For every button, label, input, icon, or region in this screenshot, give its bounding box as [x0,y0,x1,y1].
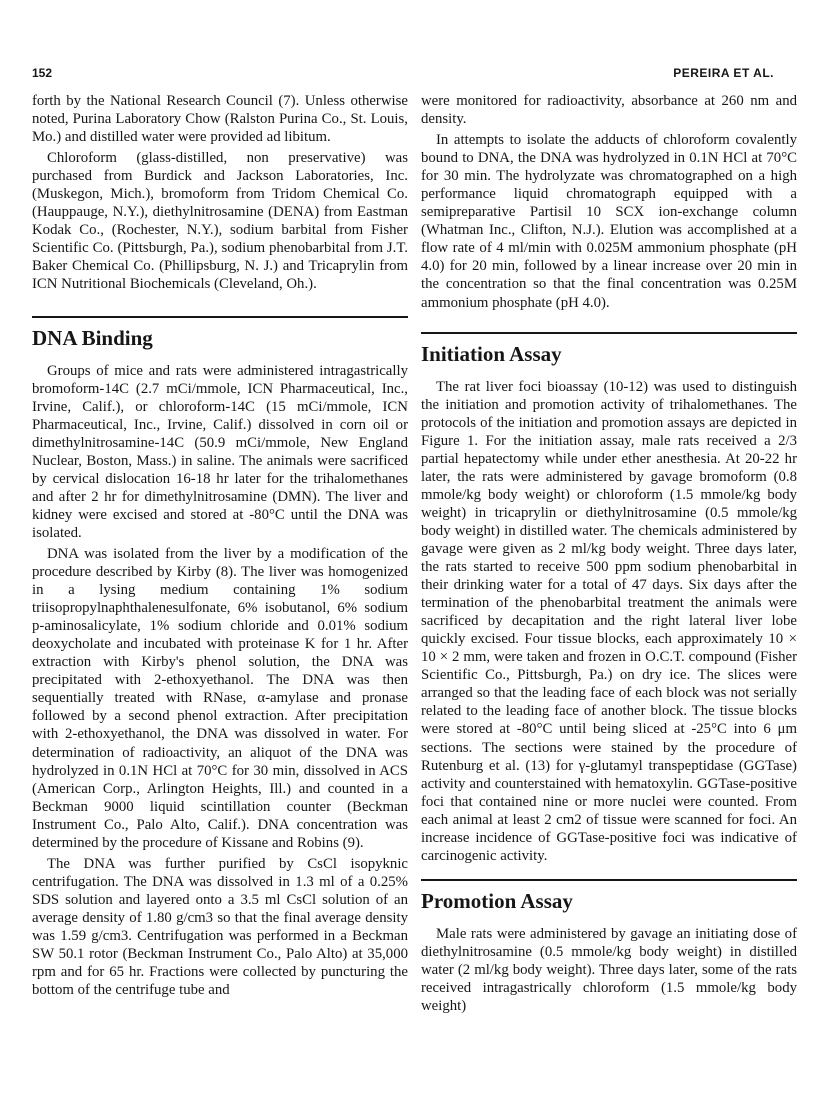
paragraph-adducts: In attempts to isolate the adducts of chloroform covalently bound to DNA, the DNA was hydrolyzed in 0.1N HCl at 70°C for 30 min. The hydrolyzate was chromatographed on a high performance liquid chromatograph equipped with a semipreparative Partisil 10 SCX ion-exchange column (Whatman Inc., Clifton, N.J.). Elution was accomplished at a flow rate of 4 ml/min with 0.025M ammonium phosphate (pH 4.0) for 20 min, followed by a linear increase over 20 min in the concentration so that the final concentration was 0.25M ammonium phosphate (pH 4.0). [421,132,797,311]
paragraph-dna-3: The DNA was further purified by CsCl isopyknic centrifugation. The DNA was dissolved in 1.3 ml of a 0.25% SDS solution and layered onto a 3.5 ml CsCl solution of an average density of 1.80 g/cm3 so that the final average density was 1.59 g/cm3. Centrifugation was performed in a Beckman SW 50.1 rotor (Beckman Instrument Co., Palo Alto) at 35,000 rpm and for 65 hr. Fractions were collected by puncturing the bottom of the centrifuge tube and [32,855,408,999]
heading-initiation-assay: Initiation Assay [421,341,562,366]
paragraph-promotion: Male rats were administered by gavage an initiating dose of diethylnitrosamine (0.5 mmole/kg body weight) in distilled water (2 ml/kg body weight). Three days later, some of the rats received intragastrically chloroform (1.5 mmole/kg body weight) [421,925,797,1015]
page-number: 152 [32,66,53,80]
heading-dna-binding: DNA Binding [32,325,153,350]
paragraph-chemicals: Chloroform (glass-distilled, non preservative) was purchased from Burdick and Jackson Laboratories, Inc. (Muskegon, Mich.), bromoform from Tridom Chemical Co. (Hauppauge, N.Y.), diethylnitrosamine (DENA) from Eastman Kodak Co., (Rochester, N.Y.), sodium barbital from Fisher Scientific Co. (Pittsburgh, Pa.), sodium phenobarbital from J.T. Baker Chemical Co. (Phillipsburg, N. J.) and Tricaprylin from ICN Nutritional Biochemicals (Cleveland, Oh.). [32,150,408,293]
paragraph-initiation: The rat liver foci bioassay (10-12) was used to distinguish the initiation and promotion activity of trihalomethanes. The protocols of the initiation and promotion assays are depicted in Figure 1. For the initiation assay, male rats received a 2/3 partial hepatectomy while under ether anesthesia. At 20-22 hr later, the rats were administered by gavage bromoform (0.8 mmole/kg body weight) or chloroform (1.5 mmole/kg body weight) in tricaprylin or diethylnitrosamine (0.5 mmole/kg body weight) in distilled water. The chemicals administered by gavage were given as 2 ml/kg body weight. Three days later, the rats started to receive 500 ppm sodium phenobarbital in their drinking water for a total of 47 days. Six days after the termination of the phenobarbital treatment the animals were sacrificed by decapitation and the right lateral liver lobe quickly excised. Four tissue blocks, each approximately 10 × 10 × 2 mm, were taken and frozen in O.C.T. compound (Fisher Scientific Co., Pittsburgh, Pa.) on dry ice. The slices were arranged so that the leading face of each block was not serially related to the leading face of another block. The tissue blocks were stored at -80°C until being sliced at -25°C into 6 μm sections. The sections were stained by the procedure of Rutenburg et al. (13) for γ-glutamyl transpeptidase (GGTase) activity and counterstained with hematoxylin. GGTase-positive foci that contained nine or more nuclei were counted. From each animal at least 2 cm2 of tissue were scanned for foci. An increase incidence of GGTase-positive foci was indicative of carcinogenic activity. [421,378,797,864]
running-title: PEREIRA ET AL. [673,66,774,80]
paragraph-intro: forth by the National Research Council (7). Unless otherwise noted, Purina Laboratory Chow (Ralston Purina Co., St. Louis, Mo.) and distilled water were provided ad libitum. [32,93,408,146]
heading-promotion-assay: Promotion Assay [421,888,573,913]
section-rule [421,332,797,334]
right-column [421,92,797,1018]
paragraph-dna-2: DNA was isolated from the liver by a modification of the procedure described by Kirby (8). The liver was homogenized in a lysing medium containing 1% sodium triisopropylnaphthalenesulfonate, 6% isobutanol, 6% sodium p-aminosalicylate, 1% sodium chloride and 0.01% sodium deoxycholate and incubated with proteinase K for 1 hr. After extraction with Kirby's phenol solution, the DNA was precipitated with 2-ethoxyethanol. The DNA was then sequentially treated with RNase, α-amylase and pronase followed by a second phenol extraction. After precipitation with 2-ethoxyethanol, the DNA was dissolved in water. For determination of radioactivity, an aliquot of the DNA was hydrolyzed in 0.1N HCl at 70°C for 30 min, dissolved in ACS (American Corp., Arlington Heights, Ill.) and counted in a Beckman 9000 liquid scintillation counter (Beckman Instrument Co., Palo Alto, Calif.). DNA concentration was determined by the procedure of Kissane and Robins (9). [32,545,408,851]
paragraph-dna-1: Groups of mice and rats were administered intragastrically bromoform-14C (2.7 mCi/mmole, ICN Pharmaceutical, Inc., Irvine, Calif.), or chloroform-14C (15 mCi/mmole, ICN Pharmaceutical, Inc., Irvine, Calif.) dissolved in corn oil or dimethylnitrosamine-14C (50.9 mCi/mmole, New England Nuclear, Boston, Mass.) in saline. The animals were sacrificed by cervical dislocation 16-18 hr later for the trihalomethanes and after 2 hr for dimethylnitrosamine (DMN). The liver and kidney were excised and stored at -80°C until the DNA was isolated. [32,362,408,541]
left-column [32,92,408,1002]
paragraph-continued: were monitored for radioactivity, absorbance at 260 nm and density. [421,93,797,128]
section-rule [421,879,797,881]
section-rule [32,316,408,318]
